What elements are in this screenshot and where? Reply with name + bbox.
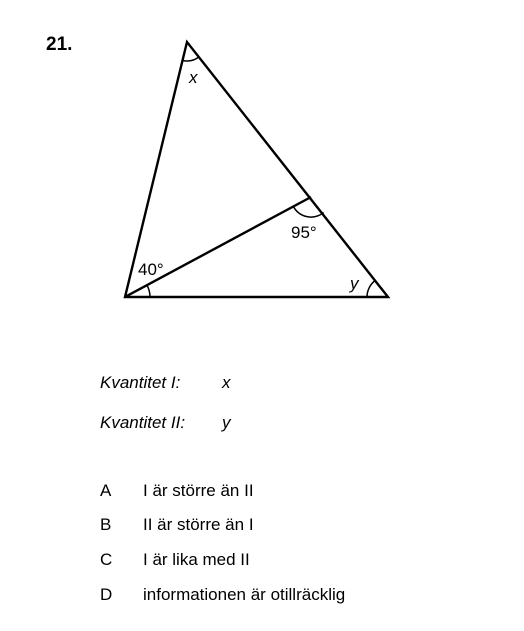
quantity-two [100,413,231,433]
inner-segment [125,197,311,297]
quantity-two-value: y [222,413,231,432]
angle-label-bottom-left: 40° [138,260,164,279]
quantity-one-value: x [222,373,231,392]
angle-label-top: x [189,68,198,87]
option-c[interactable] [100,550,250,570]
angle-label-bottom-right: y [350,274,359,293]
option-d-text: informationen är otillräcklig [143,585,346,604]
quantity-two-label: Kvantitet II: [100,413,186,432]
angle-arc-top [183,56,200,61]
angle-arc-bottom-right [367,280,376,297]
option-d-letter: D [100,585,113,604]
triangle-outline [125,42,388,297]
option-a-text: I är större än II [143,481,254,500]
option-b[interactable] [100,515,254,535]
option-b-letter: B [100,515,112,534]
quantity-one [100,373,231,393]
option-c-text: I är lika med II [143,550,250,569]
quantity-one-label: Kvantitet I: [100,373,181,392]
option-d[interactable] [100,585,345,605]
option-c-letter: C [100,550,113,569]
angle-arc-bottom-left [147,285,150,297]
option-a[interactable] [100,481,254,501]
option-a-letter: A [100,481,112,500]
option-b-text: II är större än I [143,515,254,534]
question-number: 21. [46,34,73,55]
angle-label-inner: 95° [291,223,317,242]
